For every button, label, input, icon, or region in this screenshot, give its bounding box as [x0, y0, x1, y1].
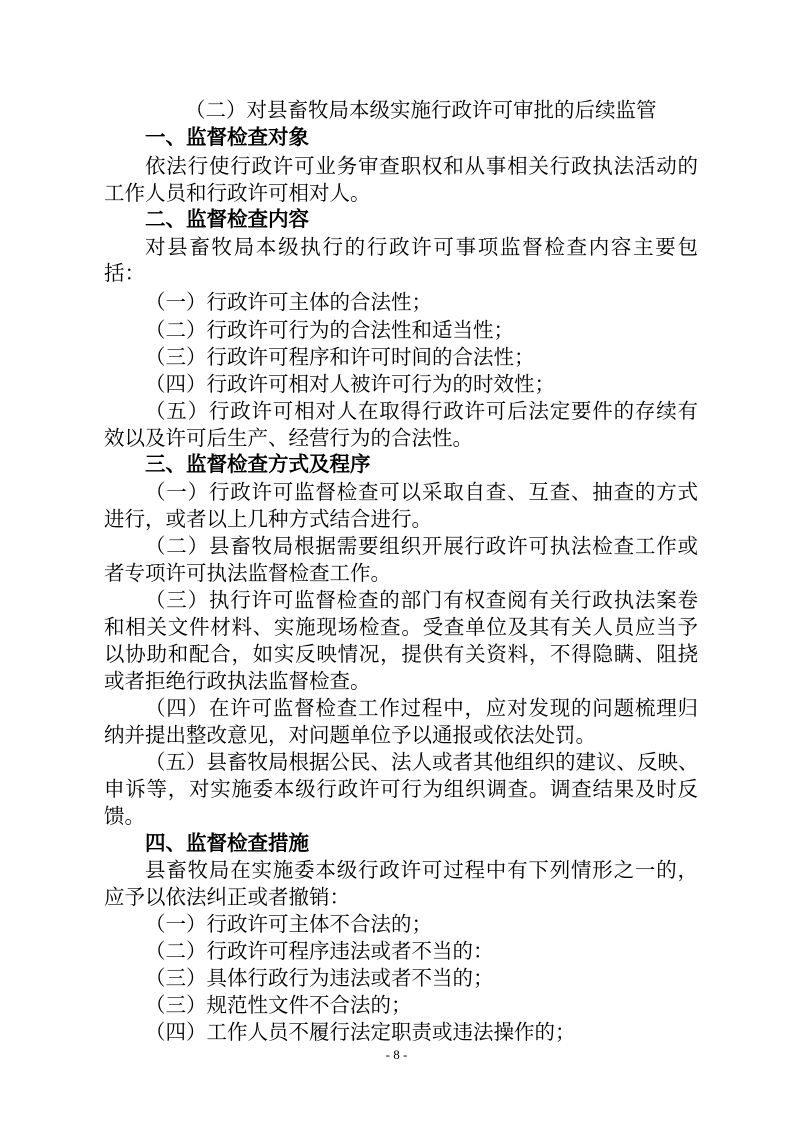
page-number: - 8 - — [385, 1047, 408, 1062]
paragraph-line: 进行，或者以上几种方式结合进行。 — [104, 507, 432, 531]
paragraph-line: 对县畜牧局本级执行的行政许可事项监督检查内容主要包 — [145, 235, 698, 259]
paragraph-line: 馈。 — [104, 804, 145, 828]
list-item: （五）行政许可相对人在取得行政许可后法定要件的存续有 — [145, 399, 698, 423]
list-item: （二）县畜牧局根据需要组织开展行政许可执法检查工作或 — [145, 534, 698, 558]
heading-supervision-methods: 三、监督检查方式及程序 — [145, 452, 371, 476]
list-item: （五）县畜牧局根据公民、法人或者其他组织的建议、反映、 — [145, 750, 699, 774]
section-title: （二）对县畜牧局本级实施行政许可审批的后续监管 — [185, 98, 657, 122]
paragraph-line: 和相关文件材料、实施现场检查。受查单位及其有关人员应当予 — [104, 615, 698, 639]
list-item: （一）行政许可主体不合法的； — [145, 912, 432, 936]
list-item: （四）工作人员不履行法定职责或违法操作的； — [145, 1020, 576, 1044]
paragraph-line: 括： — [104, 261, 145, 285]
list-item: （三）行政许可程序和许可时间的合法性； — [145, 345, 535, 369]
list-item: （一）行政许可主体的合法性； — [145, 290, 432, 314]
paragraph-line: 县畜牧局在实施委本级行政许可过程中有下列情形之一的， — [145, 858, 698, 882]
paragraph-line: 应予以依法纠正或者撤销： — [104, 885, 350, 909]
paragraph-line: 者专项许可执法监督检查工作。 — [104, 561, 391, 585]
paragraph-line: 纳并提出整改意见，对问题单位予以通报或依法处罚。 — [104, 723, 596, 747]
paragraph-line: 以协助和配合，如实反映情况，提供有关资料，不得隐瞒、阻挠 — [104, 642, 698, 666]
list-item: （三）执行许可监督检查的部门有权查阅有关行政执法案卷 — [145, 588, 698, 612]
list-item: （一）行政许可监督检查可以采取自查、互查、抽查的方式 — [145, 480, 698, 504]
paragraph-line: 或者拒绝行政执法监督检查。 — [104, 669, 371, 693]
paragraph-line: 申诉等，对实施委本级行政许可行为组织调查。调查结果及时反 — [104, 777, 698, 801]
list-item: （二）行政许可程序违法或者不当的： — [145, 939, 494, 963]
heading-supervision-targets: 一、监督检查对象 — [145, 125, 309, 149]
paragraph-line: 工作人员和行政许可相对人。 — [104, 181, 371, 205]
list-item: （三）规范性文件不合法的； — [145, 993, 412, 1017]
list-item: （四）在许可监督检查工作过程中，应对发现的问题梳理归 — [145, 696, 698, 720]
heading-supervision-measures: 四、监督检查措施 — [145, 831, 309, 855]
heading-supervision-content: 二、监督检查内容 — [145, 207, 309, 231]
paragraph-line: 效以及许可后生产、经营行为的合法性。 — [104, 426, 473, 450]
list-item: （四）行政许可相对人被许可行为的时效性； — [145, 372, 555, 396]
list-item: （二）行政许可行为的合法性和适当性； — [145, 318, 514, 342]
paragraph-line: 依法行使行政许可业务审查职权和从事相关行政执法活动的 — [145, 154, 698, 178]
list-item: （三）具体行政行为违法或者不当的； — [145, 966, 494, 990]
